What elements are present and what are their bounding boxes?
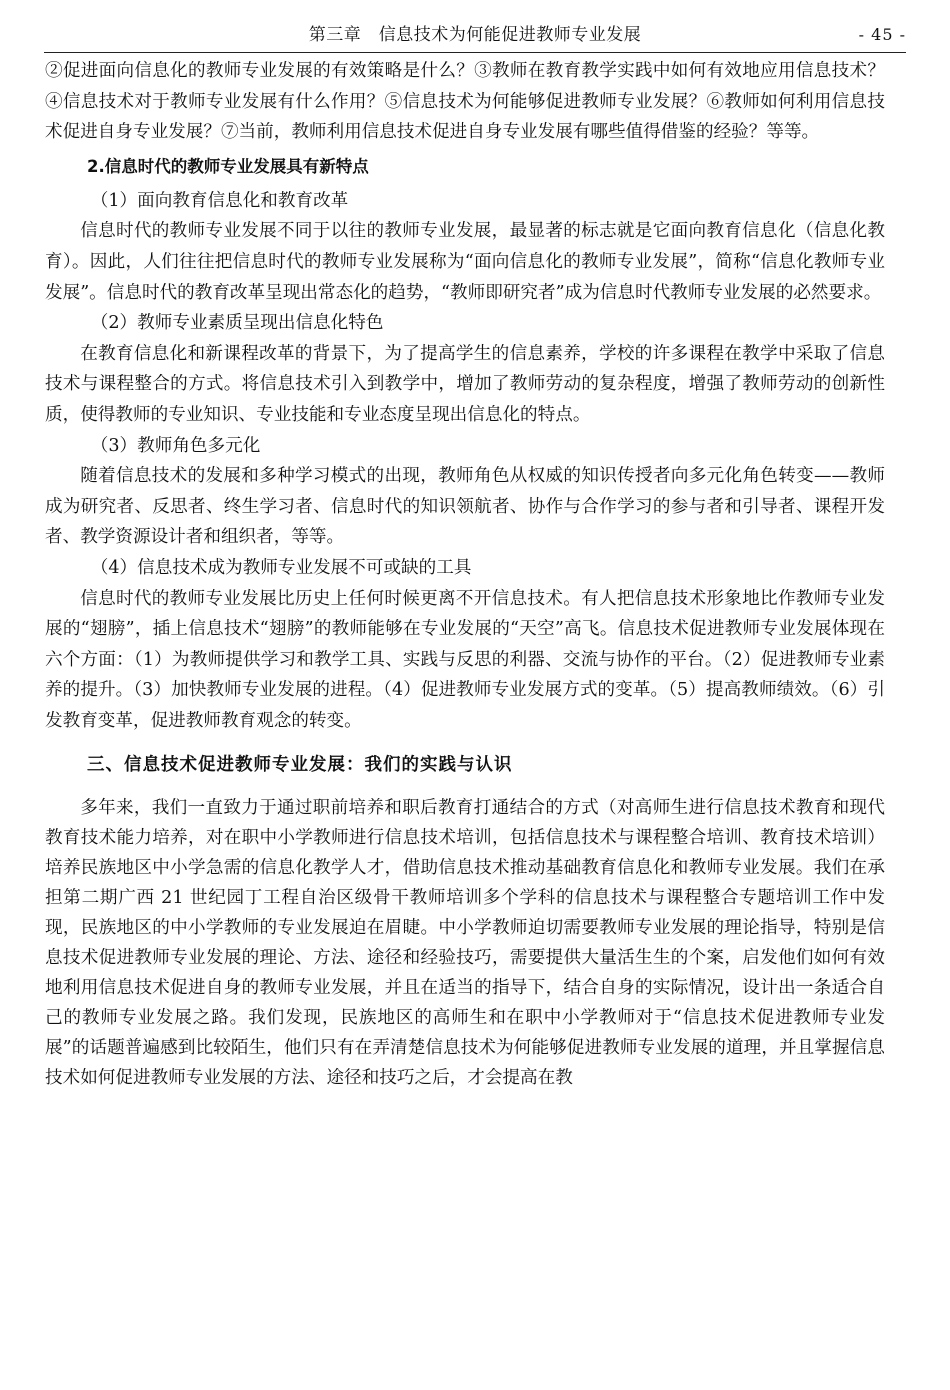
section-title: 三、信息技术促进教师专业发展：我们的实践与认识 (87, 755, 513, 776)
chapter-title: 第三章 信息技术为何能促进教师专业发展 (308, 25, 642, 45)
page-body (45, 56, 885, 1094)
paragraph-4: 信息时代的教师专业发展比历史上任何时候更离不开信息技术。有人把信息技术形象地比作教师专业发展的“翅膀”，插上信息技术“翅膀”的教师能够在专业发展的“天空”高飞。信息技术促进教师专业发展体现在六个方面：（1）为教师提供学习和教学工具、实践与反思的利器、交流与协作的平台。（2）促进教师专业素养的提升。（3）加快教师专业发展的进程。（4）促进教师专业发展方式的变革。（5）提高教师绩效。（6）引发教育变革，促进教师教育观念的转变。 (45, 588, 885, 731)
paragraph-5: 多年来，我们一直致力于通过职前培养和职后教育打通结合的方式（对高师生进行信息技术教育和现代教育技术能力培养，对在职中小学教师进行信息技术培训，包括信息技术与课程整合培训、教育技术培训）培养民族地区中小学急需的信息化教学人才，借助信息技术推动基础教育信息化和教师专业发展。我们在承担第二期广西 21 世纪园丁工程自治区级骨干教师培训多个学科的信息技术与课程整合专题培训工作中发现，民族地区的中小学教师的专业发展迫在眉睫。中小学教师迫切需要教师专业发展的理论指导，特别是信息技术促进教师专业发展的理论、方法、途径和经验技巧，需要提供大量活生生的个案，启发他们如何有效地利用信息技术促进自身的教师专业发展，并且在适当的指导下，结合自身的实际情况，设计出一条适合自己的教师专业发展之路。我们发现，民族地区的高师生和在职中小学教师对于“信息技术促进教师专业发展”的话题普遍感到比较陌生，他们只有在弄清楚信息技术为何能够促进教师专业发展的道理，并且掌握信息技术如何促进教师专业发展的方法、途径和技巧之后，才会提高在教 (45, 798, 885, 1088)
paragraph-2: 在教育信息化和新课程改革的背景下，为了提高学生的信息素养，学校的许多课程在教学中采取了信息技术与课程整合的方式。将信息技术引入到教学中，增加了教师劳动的复杂程度，增强了教师劳动的创新性质，使得教师的专业知识、专业技能和专业态度呈现出信息化的特点。 (45, 343, 885, 425)
point-heading-4: （4）信息技术成为教师专业发展不可或缺的工具 (90, 557, 472, 578)
point-heading-1: （1）面向教育信息化和教育改革 (90, 190, 349, 211)
page-header (44, 21, 906, 53)
paragraph-3: 随着信息技术的发展和多种学习模式的出现，教师角色从权威的知识传授者向多元化角色转变——教师成为研究者、反思者、终生学习者、信息时代的知识领航者、协作与合作学习的参与者和引导者、课程开发者、教学资源设计者和组织者，等等。 (45, 466, 885, 548)
continued-paragraph: ②促进面向信息化的教师专业发展的有效策略是什么？③教师在教育教学实践中如何有效地应用信息技术？④信息技术对于教师专业发展有什么作用？⑤信息技术为何能够促进教师专业发展？⑥教师如何利用信息技术促进自身专业发展？⑦当前，教师利用信息技术促进自身专业发展有哪些值得借鉴的经验？等等。 (45, 61, 885, 143)
point-heading-2: （2）教师专业素质呈现出信息化特色 (90, 313, 384, 334)
subsection-heading: 2.信息时代的教师专业发展具有新特点 (87, 156, 369, 176)
point-heading-3: （3）教师角色多元化 (90, 435, 261, 456)
header-rule (44, 52, 906, 53)
page-number: - 45 - (858, 25, 906, 44)
paragraph-1: 信息时代的教师专业发展不同于以往的教师专业发展，最显著的标志就是它面向教育信息化（信息化教育）。因此，人们往往把信息时代的教师专业发展称为“面向信息化的教师专业发展”，简称“信息化教师专业发展”。信息时代的教育改革呈现出常态化的趋势，“教师即研究者”成为信息时代教师专业发展的必然要求。 (45, 221, 885, 303)
